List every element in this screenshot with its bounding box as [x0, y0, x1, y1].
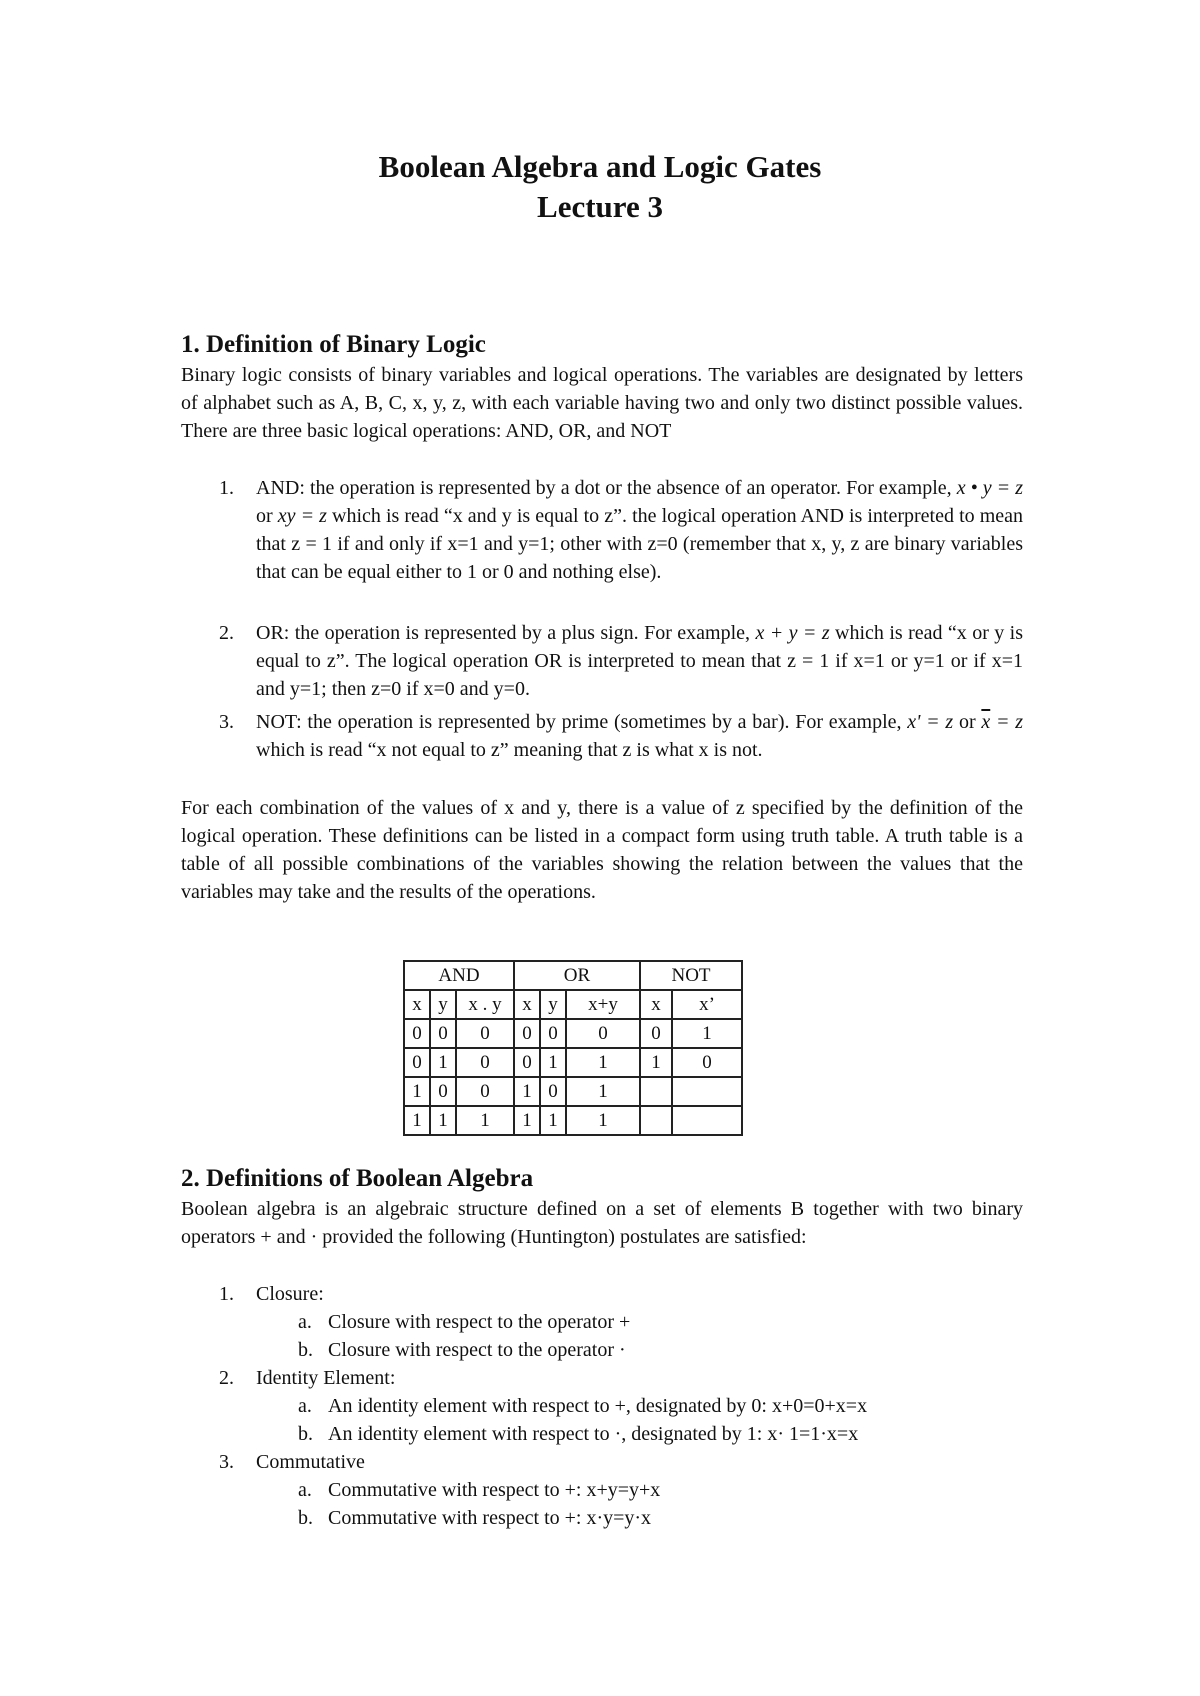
table-cell: 0 [456, 1019, 514, 1048]
table-cell: 1 [404, 1077, 430, 1106]
postulate-number: 1. [219, 1283, 234, 1305]
table-cell: 1 [540, 1106, 566, 1135]
table-row [404, 1048, 742, 1077]
item-text: which is read “x not equal to z” meaning that z is what x is not. [256, 739, 763, 761]
table-group-row [404, 961, 742, 990]
table-cell: 0 [540, 1077, 566, 1106]
table-cell: 1 [566, 1077, 640, 1106]
section1-intro: Binary logic consists of binary variables and logical operations. The variables are designated by letters of alphabet such as A, B, C, x, y, z, with each variable having two and only two distinct possible values. There are three basic logical operations: AND, OR, and NOT [181, 364, 1023, 442]
table-cell: 1 [430, 1106, 456, 1135]
table-cell: 1 [456, 1106, 514, 1135]
truth-table-intro: For each combination of the values of x and y, there is a value of z specified by the definition of the logical operation. These definitions can be listed in a compact form using truth table. A truth table is a table of all possible combinations of the variables showing the relation between the values that the variables may take and the results of the operations. [181, 797, 1023, 903]
connector-word: or [256, 505, 273, 527]
table-column-header: x . y [456, 990, 514, 1019]
table-column-header: x+y [566, 990, 640, 1019]
table-cell: 1 [566, 1048, 640, 1077]
table-cell [640, 1106, 672, 1135]
postulate-label: Commutative [256, 1451, 365, 1473]
table-cell: 0 [430, 1077, 456, 1106]
table-cell: 1 [672, 1019, 742, 1048]
table-cell: 1 [540, 1048, 566, 1077]
table-cell: 0 [540, 1019, 566, 1048]
table-cell: 0 [404, 1019, 430, 1048]
sub-item: Commutative with respect to +: x+y=y+x [328, 1479, 661, 1501]
sub-letter: b. [298, 1339, 313, 1361]
table-column-header: x’ [672, 990, 742, 1019]
sub-letter: a. [298, 1479, 312, 1501]
table-group-header: OR [514, 961, 640, 990]
table-header-row [404, 990, 742, 1019]
item-number: 2. [219, 622, 234, 644]
section2-heading: 2. Definitions of Boolean Algebra [181, 1165, 534, 1192]
table-column-header: x [514, 990, 540, 1019]
sub-item: Closure with respect to the operator · [328, 1339, 626, 1361]
item-text: NOT: the operation is represented by prime (sometimes by a bar). For example, [256, 711, 902, 733]
math-expression: xy = z [277, 505, 327, 527]
table-cell: 1 [514, 1077, 540, 1106]
table-column-header: y [540, 990, 566, 1019]
table-cell [672, 1077, 742, 1106]
table-cell: 1 [404, 1106, 430, 1135]
sub-letter: b. [298, 1507, 313, 1529]
table-column-header: x [404, 990, 430, 1019]
table-cell: 0 [456, 1077, 514, 1106]
table-column-header: x [640, 990, 672, 1019]
item-number: 1. [219, 477, 234, 499]
table-row [404, 1106, 742, 1135]
sub-letter: a. [298, 1395, 312, 1417]
sub-letter: b. [298, 1423, 313, 1445]
truth-table [403, 960, 743, 1136]
item-number: 3. [219, 711, 234, 733]
math-expression: x + y = z [755, 622, 830, 644]
table-cell: 1 [430, 1048, 456, 1077]
postulate-label: Closure: [256, 1283, 324, 1305]
table-column-header: y [430, 990, 456, 1019]
table-row [404, 1019, 742, 1048]
math-bar-variable: $\overline{x}$ [981, 711, 991, 733]
sub-item: Commutative with respect to +: x·y=y·x [328, 1507, 652, 1529]
item-text: which is read “x and y is equal to z”. the logical operation AND is interpreted to mean that z = 1 if and only if x=1 and y=1; other with z=0 (remember that x, y, z are binary variables that can be equal either to 1 or 0 and nothing else). [256, 505, 1024, 583]
math-expression: x' = z [907, 711, 954, 733]
table-cell: 0 [430, 1019, 456, 1048]
connector-word: or [958, 711, 976, 733]
list-item-and [256, 474, 1023, 586]
table-cell: 0 [566, 1019, 640, 1048]
list-item-not [256, 708, 1023, 764]
item-text: which is read “x or y is equal to z”. The logical operation OR is interpreted to mean that z = 1 if x=1 or y=1 or if x=1 and y=1; then z=0 if x=0 and y=0. [256, 622, 1024, 700]
postulate-label: Identity Element: [256, 1367, 396, 1389]
table-cell: 0 [514, 1048, 540, 1077]
table-cell: 1 [640, 1048, 672, 1077]
table-group-header: AND [404, 961, 514, 990]
section1-heading: 1. Definition of Binary Logic [181, 331, 486, 358]
item-text: AND: the operation is represented by a dot or the absence of an operator. For example, [256, 477, 952, 499]
lecture-subtitle: Lecture 3 [537, 189, 663, 224]
math-expression: = z [990, 711, 1024, 733]
table-cell [640, 1077, 672, 1106]
sub-item: Closure with respect to the operator + [328, 1311, 631, 1333]
sub-item: An identity element with respect to ·, designated by 1: x· 1=1·x=x [328, 1423, 859, 1445]
table-cell: 0 [404, 1048, 430, 1077]
table-cell: 1 [514, 1106, 540, 1135]
list-item-or [256, 619, 1023, 703]
sub-item: An identity element with respect to +, designated by 0: x+0=0+x=x [328, 1395, 868, 1417]
section2-intro: Boolean algebra is an algebraic structure defined on a set of elements B together with two binary operators + and · provided the following (Huntington) postulates are satisfied: [181, 1198, 1023, 1248]
math-expression: x • y = z [956, 477, 1023, 499]
postulate-number: 2. [219, 1367, 234, 1389]
table-cell: 0 [456, 1048, 514, 1077]
table-cell: 0 [672, 1048, 742, 1077]
item-text: OR: the operation is represented by a plus sign. For example, [256, 622, 751, 644]
table-row [404, 1077, 742, 1106]
document-title: Boolean Algebra and Logic Gates [378, 149, 822, 184]
sub-letter: a. [298, 1311, 312, 1333]
table-cell: 1 [566, 1106, 640, 1135]
table-cell: 0 [640, 1019, 672, 1048]
table-cell: 0 [514, 1019, 540, 1048]
postulate-number: 3. [219, 1451, 234, 1473]
table-cell [672, 1106, 742, 1135]
table-group-header: NOT [640, 961, 742, 990]
